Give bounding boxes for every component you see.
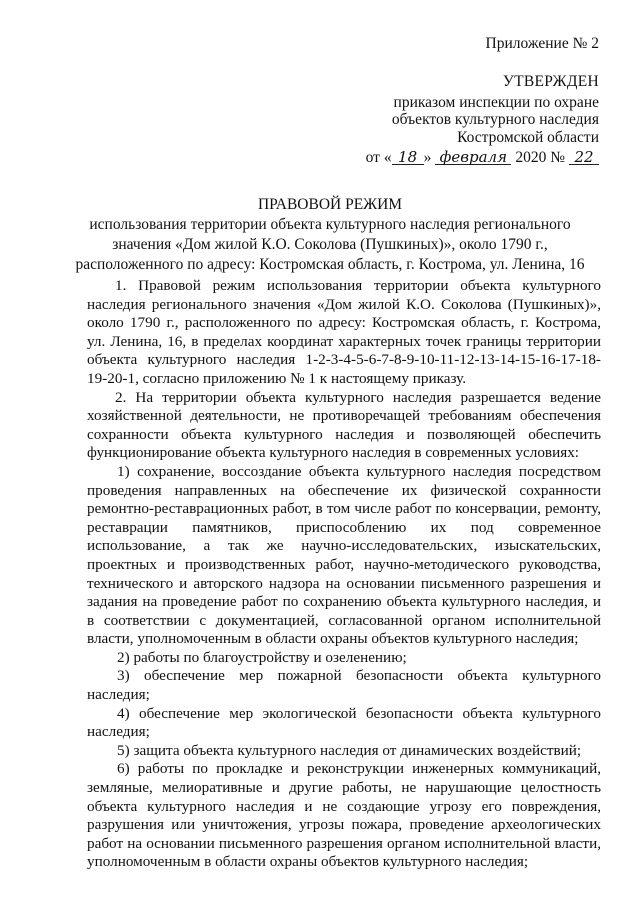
order-number-handwritten: 22	[569, 150, 599, 165]
date-year: 2020 №	[515, 149, 565, 166]
list-item: 2) работы по благоустройству и озеленению;	[117, 648, 407, 666]
list-item: 5) защита объекта культурного наследия от динамических воздействий;	[117, 741, 582, 759]
paragraph-1: 1. Правовой режим использования территории объекта культурного наследия регионального значения «Дом жилой К.О. Соколова (Пушкиных)», около 1790 г., расположенного по адресу: Костромская область, г. Кострома, ул. Ленина, 16, в пределах координат характерных точек границы территории объекта культурного наследия 1-2-3-4-5-6-7-8-9-10-11-12-13-14-15-16-17-18-19-20-1, согласно приложению № 1 к настоящему приказу.	[87, 277, 601, 387]
list-item: 6) работы по прокладке и реконструкции инженерных коммуникаций, земляные, мелиоративные и другие работы, не нарушающие целостность объекта культурного наследия и не создающие угрозу его повреждения, разрушения или уничтожения, угрозы пожара, проведение археологических работ на основании письменного разрешения органом исполнительной власти, уполномоченным в области охраны объектов культурного наследия;	[87, 760, 601, 871]
title-subtitle-line: расположенного по адресу: Костромская область, г. Кострома, ул. Ленина, 16	[75, 256, 585, 273]
list-item: 3) обеспечение мер пожарной безопасности объекта культурного наследия;	[87, 667, 601, 704]
approval-line: Костромской области	[457, 128, 599, 146]
date-month-handwritten: февраля	[435, 150, 511, 165]
date-day-handwritten: 18	[392, 150, 424, 165]
title-subtitle-line: значения «Дом жилой К.О. Соколова (Пушкиных)», около 1790 г.,	[112, 236, 548, 253]
approval-block	[269, 73, 599, 167]
list-item: 4) обеспечение мер экологической безопасности объекта культурного наследия;	[87, 704, 601, 741]
document-title	[60, 195, 600, 275]
approval-line: объектов культурного наследия	[391, 111, 599, 128]
order-date-line	[269, 149, 599, 167]
list-item: 1) сохранение, воссоздание объекта культурного наследия посредством проведения направленных на обеспечение их физической сохранности ремонтно-реставрационных работ, в том числе работ по консервации, ремонту, реставрации памятников, приспособлению их под современное использование, а так же научно-исследовательских, изыскательских, проектных и производственных работ, научно-методического руководства, технического и авторского надзора на основании письменного разрешения и задания на проведение работ по сохранению объекта культурного наследия, и в соответствии с документацией, согласованной органом исполнительной власти, уполномоченным в области охраны объектов культурного наследия;	[87, 462, 601, 648]
appendix-label: Приложение № 2	[485, 35, 599, 52]
paragraph-2: 2. На территории объекта культурного наследия разрешается ведение хозяйственной деятельности, не противоречащей требованиям обеспечения сохранности объекта культурного наследия и позволяющей обеспечить функционирование объекта культурного наследия в современных условиях:	[87, 388, 601, 462]
document-body	[87, 277, 601, 872]
approved-heading: УТВЕРЖДЕН	[502, 73, 599, 90]
date-mid: »	[423, 149, 432, 166]
title-heading: ПРАВОВОЙ РЕЖИМ	[257, 196, 403, 213]
date-prefix: от «	[365, 149, 392, 166]
title-subtitle-line: использования территории объекта культурного наследия регионального	[89, 216, 571, 233]
approval-line: приказом инспекции по охране	[393, 93, 599, 111]
